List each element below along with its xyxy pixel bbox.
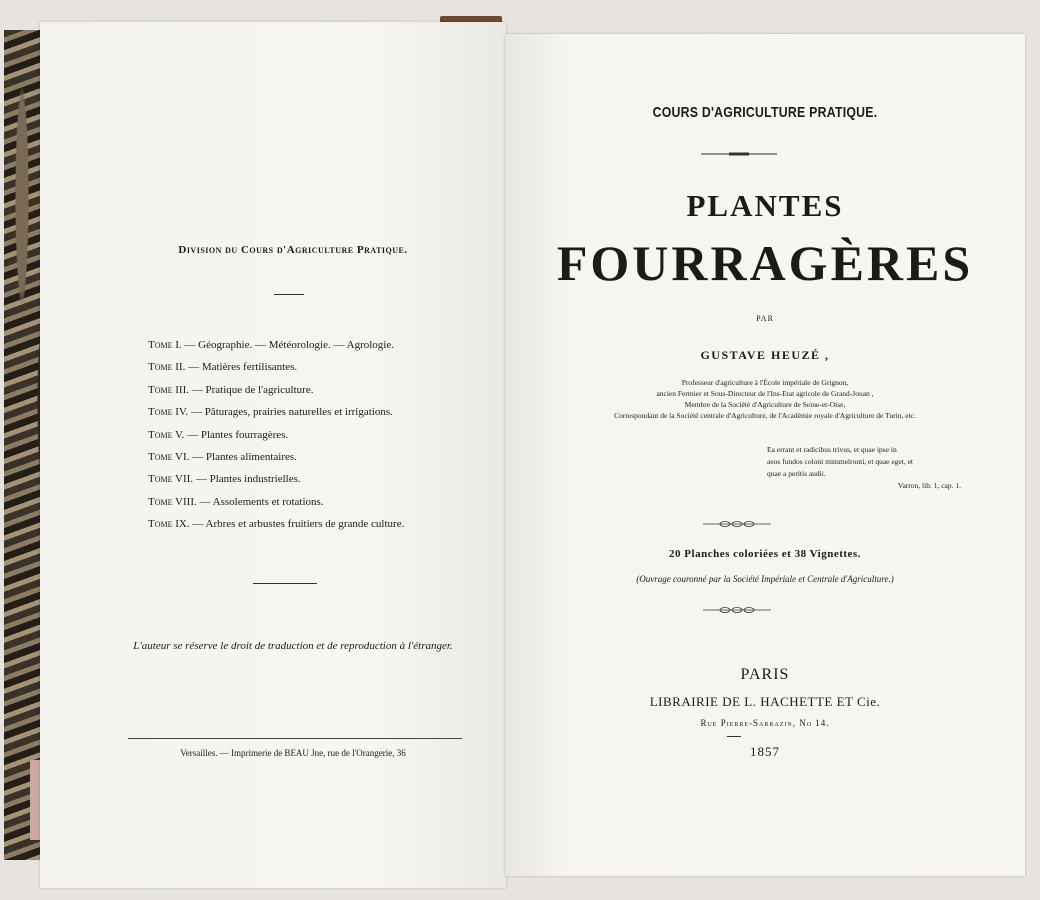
by-label: PAR xyxy=(756,314,774,323)
list-item xyxy=(148,379,488,401)
divider-rule xyxy=(274,294,304,295)
tome-label: Tome VII. xyxy=(148,473,194,486)
tome-label: Tome V. xyxy=(148,428,185,441)
tome-label: Tome VI. xyxy=(148,450,190,463)
left-page xyxy=(40,22,506,888)
list-item xyxy=(148,513,488,535)
page-title-line2: FOURRAGÈRES xyxy=(556,235,974,291)
publication-city: PARIS xyxy=(740,666,790,683)
ornament-divider xyxy=(703,606,771,614)
tome-label: Tome IV. xyxy=(148,406,189,419)
tome-list xyxy=(148,334,488,536)
tome-subject: — Arbres et arbustes fruitiers de grande culture. xyxy=(189,518,405,531)
list-item xyxy=(148,356,488,378)
tome-subject: — Plantes alimentaires. xyxy=(189,450,297,463)
tome-subject: — Plantes industrielles. xyxy=(193,473,301,486)
epigraph-line: Ea errant et radicibus trivus, et quae ipse in xyxy=(767,445,897,454)
list-item xyxy=(148,424,488,446)
tome-label: Tome III. xyxy=(148,383,189,396)
list-item: ancien Fermier et Sous-Directeur de l'Ins-Etat agricole de Grand-Jouan , xyxy=(656,389,874,398)
tome-subject: — Pratique de l'agriculture. xyxy=(189,383,314,396)
tome-label: Tome VIII. xyxy=(148,495,197,508)
title-page xyxy=(505,34,1025,876)
publisher-name: LIBRAIRIE DE L. HACHETTE ET Cie. xyxy=(649,694,881,709)
list-item: Correspondant de la Société centrale d'Agriculture, de l'Académie royale d'Agriculture de Turin, etc. xyxy=(614,411,916,420)
ornament-divider xyxy=(703,520,771,528)
author-credentials xyxy=(535,377,995,421)
ornament-divider xyxy=(701,151,777,157)
printer-imprint: Versailles. — Imprimerie de BEAU Jne, rue de l'Orangerie, 36 xyxy=(180,748,406,758)
publication-year: 1857 xyxy=(750,744,780,759)
tome-label: Tome IX. xyxy=(148,518,190,531)
division-heading: Division du Cours d'Agriculture Pratique. xyxy=(178,244,408,256)
list-item xyxy=(148,446,488,468)
rights-note: L'auteur se réserve le droit de traduction et de reproduction à l'étranger. xyxy=(133,640,453,652)
epigraph xyxy=(767,444,967,492)
epigraph-source: Varron, lib. 1, cap. 1. xyxy=(897,481,961,490)
tome-label: Tome I. xyxy=(148,339,182,351)
epigraph-line: aeos fundos coloni mimmelronti, et quae eget, et xyxy=(767,457,914,466)
list-item xyxy=(148,468,488,490)
series-title: COURS D'AGRICULTURE PRATIQUE. xyxy=(652,104,878,121)
list-item: Membre de la Société d'Agriculture de Seine-et-Oise, xyxy=(684,400,846,409)
list-item: Professeur d'agriculture à l'École impériale de Grignon, xyxy=(681,378,849,387)
epigraph-line: quae a peritis audii. xyxy=(767,469,826,478)
author-name: GUSTAVE HEUZÉ , xyxy=(700,348,830,362)
tome-subject: — Matières fertilisantes. xyxy=(185,361,298,374)
tome-subject: — Assolements et rotations. xyxy=(196,495,324,508)
divider-rule xyxy=(253,583,317,584)
list-item xyxy=(148,334,488,356)
illustrations-note: 20 Planches coloriées et 38 Vignettes. xyxy=(669,548,861,560)
divider-rule xyxy=(727,736,741,737)
footer-rule xyxy=(128,738,462,739)
tome-label: Tome II. xyxy=(148,361,186,374)
list-item xyxy=(148,401,488,423)
tome-subject: — Plantes fourragères. xyxy=(184,428,289,441)
award-note: (Ouvrage couronné par la Société Impériale et Centrale d'Agriculture.) xyxy=(636,574,894,584)
page-title-line1: PLANTES xyxy=(686,188,844,223)
list-item xyxy=(148,491,488,513)
publisher-address: Rue Pierre-Sarrazin, No 14. xyxy=(700,718,830,728)
tome-subject: — Géographie. — Météorologie. — Agrologie. xyxy=(181,339,394,351)
tome-subject: — Pâturages, prairies naturelles et irrigations. xyxy=(188,406,393,419)
